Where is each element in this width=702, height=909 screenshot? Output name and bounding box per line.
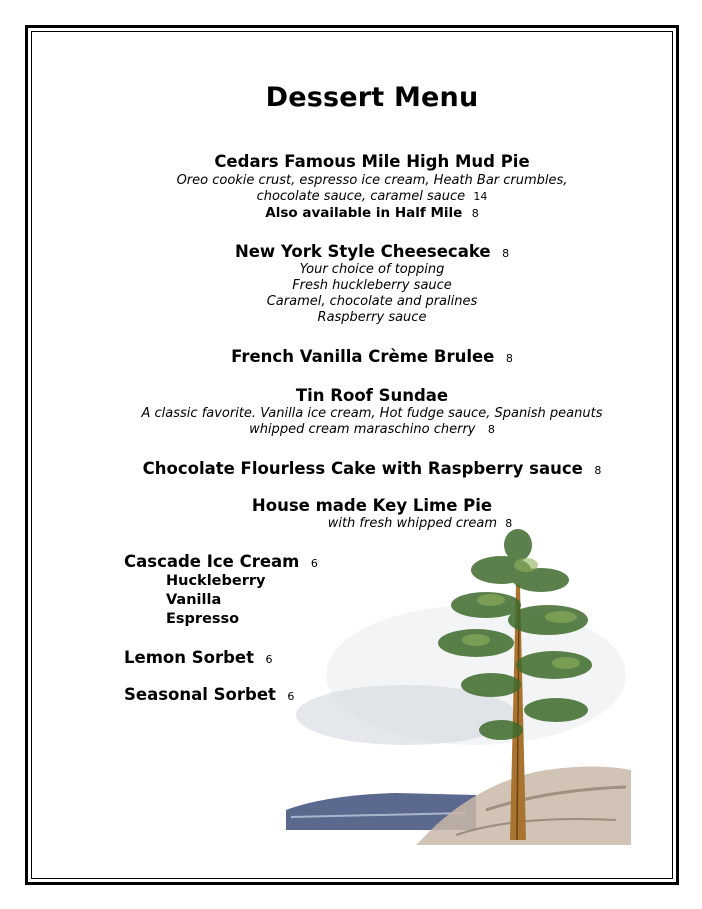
item-half-mile: [0, 205, 702, 221]
item-key-lime-pie: [0, 496, 702, 515]
flavor-item: Vanilla: [166, 592, 222, 608]
item-name: French Vanilla Crème Brulee: [231, 347, 495, 366]
item-seasonal-sorbet: [124, 685, 294, 704]
item-name: Cascade Ice Cream: [124, 552, 300, 571]
item-description-text: whipped cream maraschino cherry: [249, 422, 476, 437]
flavor-item: Huckleberry: [166, 573, 266, 589]
item-name: House made Key Lime Pie: [251, 496, 493, 515]
item-name: Cedars Famous Mile High Mud Pie: [214, 152, 530, 171]
item-description-text: with fresh whipped cream: [327, 516, 497, 531]
item-name: Tin Roof Sundae: [295, 386, 449, 405]
item-mud-pie: [0, 152, 702, 171]
item-name: Lemon Sorbet: [124, 648, 254, 667]
item-creme-brulee: [0, 347, 702, 366]
item-description-text: chocolate sauce, caramel sauce: [256, 189, 466, 204]
pine-tree-illustration: [286, 525, 636, 845]
item-lemon-sorbet: [124, 648, 272, 667]
item-price: 8: [594, 464, 602, 477]
item-extra-label: Also available in Half Mile: [265, 205, 463, 221]
item-price: 14: [473, 190, 488, 203]
item-price: 8: [502, 247, 510, 260]
item-price: 6: [310, 557, 318, 570]
item-description: Oreo cookie crust, espresso ice cream, Heath Bar crumbles,: [176, 173, 568, 188]
item-cheesecake: [0, 242, 702, 261]
item-option: Caramel, chocolate and pralines: [266, 294, 478, 309]
item-tin-roof-sundae: [0, 386, 702, 405]
item-description: [0, 189, 702, 204]
item-name: Seasonal Sorbet: [124, 685, 276, 704]
item-description: [0, 422, 702, 437]
item-price: 8: [487, 423, 495, 436]
item-price: 8: [505, 352, 513, 365]
item-name: New York Style Cheesecake: [234, 242, 491, 261]
item-option: Your choice of topping: [299, 262, 445, 277]
menu-title: Dessert Menu: [265, 82, 479, 113]
item-option: Fresh huckleberry sauce: [292, 278, 452, 293]
item-price: 8: [505, 517, 513, 530]
flavor-item: Espresso: [166, 611, 240, 627]
item-name: Chocolate Flourless Cake with Raspberry sauce: [142, 459, 583, 478]
item-flourless-cake: [0, 459, 702, 478]
item-description: A classic favorite. Vanilla ice cream, Hot fudge sauce, Spanish peanuts: [141, 406, 603, 421]
item-price: 6: [287, 690, 295, 703]
item-option: Raspberry sauce: [317, 310, 427, 325]
item-price: 6: [265, 653, 273, 666]
item-price: 8: [471, 207, 479, 220]
